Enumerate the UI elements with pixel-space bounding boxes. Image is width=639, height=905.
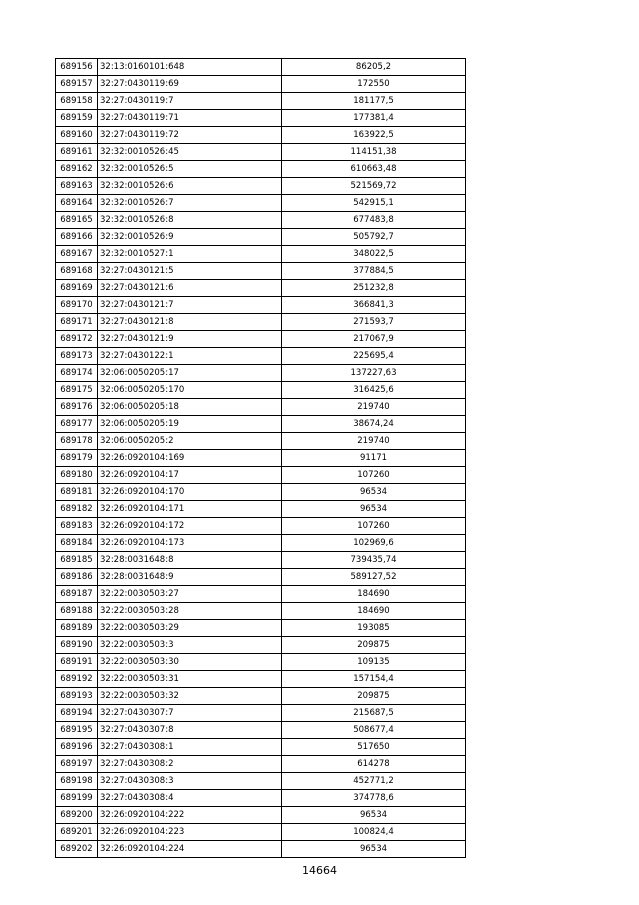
row-id-cell: 689162 bbox=[56, 161, 98, 178]
row-id-cell: 689164 bbox=[56, 195, 98, 212]
cadastral-number-cell: 32:27:0430121:7 bbox=[98, 297, 282, 314]
table-row bbox=[56, 824, 466, 841]
table-row bbox=[56, 467, 466, 484]
table-row bbox=[56, 518, 466, 535]
row-id-cell: 689177 bbox=[56, 416, 98, 433]
table-row bbox=[56, 365, 466, 382]
row-id-cell: 689172 bbox=[56, 331, 98, 348]
cadastral-number-cell: 32:06:0050205:170 bbox=[98, 382, 282, 399]
row-id-cell: 689189 bbox=[56, 620, 98, 637]
table-row bbox=[56, 569, 466, 586]
table-row bbox=[56, 212, 466, 229]
row-id-cell: 689168 bbox=[56, 263, 98, 280]
cadastral-number-cell: 32:32:0010526:9 bbox=[98, 229, 282, 246]
value-cell: 614278 bbox=[282, 756, 466, 773]
row-id-cell: 689176 bbox=[56, 399, 98, 416]
row-id-cell: 689202 bbox=[56, 841, 98, 858]
value-cell: 316425,6 bbox=[282, 382, 466, 399]
cadastral-number-cell: 32:26:0920104:222 bbox=[98, 807, 282, 824]
cadastral-number-cell: 32:32:0010526:6 bbox=[98, 178, 282, 195]
value-cell: 377884,5 bbox=[282, 263, 466, 280]
cadastral-number-cell: 32:27:0430308:4 bbox=[98, 790, 282, 807]
cadastral-number-cell: 32:22:0030503:32 bbox=[98, 688, 282, 705]
cadastral-number-cell: 32:26:0920104:170 bbox=[98, 484, 282, 501]
value-cell: 374778,6 bbox=[282, 790, 466, 807]
row-id-cell: 689180 bbox=[56, 467, 98, 484]
row-id-cell: 689174 bbox=[56, 365, 98, 382]
value-cell: 589127,52 bbox=[282, 569, 466, 586]
value-cell: 107260 bbox=[282, 467, 466, 484]
table-row bbox=[56, 297, 466, 314]
table-row bbox=[56, 161, 466, 178]
value-cell: 96534 bbox=[282, 841, 466, 858]
table-row bbox=[56, 637, 466, 654]
row-id-cell: 689171 bbox=[56, 314, 98, 331]
cadastral-number-cell: 32:26:0920104:172 bbox=[98, 518, 282, 535]
value-cell: 517650 bbox=[282, 739, 466, 756]
value-cell: 217067,9 bbox=[282, 331, 466, 348]
value-cell: 96534 bbox=[282, 484, 466, 501]
cadastral-number-cell: 32:26:0920104:169 bbox=[98, 450, 282, 467]
value-cell: 193085 bbox=[282, 620, 466, 637]
table-row bbox=[56, 790, 466, 807]
value-cell: 184690 bbox=[282, 586, 466, 603]
table-row bbox=[56, 654, 466, 671]
value-cell: 96534 bbox=[282, 807, 466, 824]
cadastral-number-cell: 32:27:0430121:8 bbox=[98, 314, 282, 331]
cadastral-number-cell: 32:27:0430121:6 bbox=[98, 280, 282, 297]
row-id-cell: 689167 bbox=[56, 246, 98, 263]
row-id-cell: 689179 bbox=[56, 450, 98, 467]
cadastral-number-cell: 32:28:0031648:9 bbox=[98, 569, 282, 586]
table-row bbox=[56, 178, 466, 195]
value-cell: 348022,5 bbox=[282, 246, 466, 263]
table-row bbox=[56, 59, 466, 76]
cadastral-number-cell: 32:27:0430119:7 bbox=[98, 93, 282, 110]
row-id-cell: 689195 bbox=[56, 722, 98, 739]
table-row bbox=[56, 586, 466, 603]
value-cell: 157154,4 bbox=[282, 671, 466, 688]
cadastral-number-cell: 32:27:0430119:72 bbox=[98, 127, 282, 144]
row-id-cell: 689197 bbox=[56, 756, 98, 773]
table-body bbox=[56, 59, 466, 858]
table-row bbox=[56, 280, 466, 297]
value-cell: 102969,6 bbox=[282, 535, 466, 552]
value-cell: 209875 bbox=[282, 688, 466, 705]
value-cell: 505792,7 bbox=[282, 229, 466, 246]
table-row bbox=[56, 756, 466, 773]
row-id-cell: 689181 bbox=[56, 484, 98, 501]
cadastral-number-cell: 32:22:0030503:27 bbox=[98, 586, 282, 603]
value-cell: 215687,5 bbox=[282, 705, 466, 722]
row-id-cell: 689194 bbox=[56, 705, 98, 722]
table-row bbox=[56, 705, 466, 722]
row-id-cell: 689187 bbox=[56, 586, 98, 603]
row-id-cell: 689186 bbox=[56, 569, 98, 586]
value-cell: 107260 bbox=[282, 518, 466, 535]
cadastral-number-cell: 32:26:0920104:171 bbox=[98, 501, 282, 518]
row-id-cell: 689199 bbox=[56, 790, 98, 807]
table-row bbox=[56, 722, 466, 739]
table-row bbox=[56, 263, 466, 280]
cadastral-value-table bbox=[55, 58, 466, 858]
table-row bbox=[56, 76, 466, 93]
table-row bbox=[56, 739, 466, 756]
value-cell: 172550 bbox=[282, 76, 466, 93]
row-id-cell: 689173 bbox=[56, 348, 98, 365]
value-cell: 181177,5 bbox=[282, 93, 466, 110]
table-row bbox=[56, 773, 466, 790]
row-id-cell: 689170 bbox=[56, 297, 98, 314]
value-cell: 521569,72 bbox=[282, 178, 466, 195]
cadastral-number-cell: 32:22:0030503:29 bbox=[98, 620, 282, 637]
table-row bbox=[56, 688, 466, 705]
value-cell: 38674,24 bbox=[282, 416, 466, 433]
cadastral-number-cell: 32:27:0430308:1 bbox=[98, 739, 282, 756]
row-id-cell: 689165 bbox=[56, 212, 98, 229]
row-id-cell: 689191 bbox=[56, 654, 98, 671]
value-cell: 100824,4 bbox=[282, 824, 466, 841]
row-id-cell: 689185 bbox=[56, 552, 98, 569]
row-id-cell: 689169 bbox=[56, 280, 98, 297]
cadastral-number-cell: 32:32:0010527:1 bbox=[98, 246, 282, 263]
value-cell: 177381,4 bbox=[282, 110, 466, 127]
value-cell: 739435,74 bbox=[282, 552, 466, 569]
table-row bbox=[56, 501, 466, 518]
value-cell: 96534 bbox=[282, 501, 466, 518]
cadastral-number-cell: 32:27:0430121:9 bbox=[98, 331, 282, 348]
row-id-cell: 689198 bbox=[56, 773, 98, 790]
row-id-cell: 689193 bbox=[56, 688, 98, 705]
cadastral-number-cell: 32:27:0430119:71 bbox=[98, 110, 282, 127]
cadastral-number-cell: 32:32:0010526:7 bbox=[98, 195, 282, 212]
cadastral-number-cell: 32:22:0030503:30 bbox=[98, 654, 282, 671]
table-row bbox=[56, 535, 466, 552]
cadastral-number-cell: 32:22:0030503:3 bbox=[98, 637, 282, 654]
cadastral-number-cell: 32:32:0010526:8 bbox=[98, 212, 282, 229]
cadastral-number-cell: 32:32:0010526:5 bbox=[98, 161, 282, 178]
row-id-cell: 689178 bbox=[56, 433, 98, 450]
value-cell: 86205,2 bbox=[282, 59, 466, 76]
value-cell: 452771,2 bbox=[282, 773, 466, 790]
cadastral-number-cell: 32:26:0920104:223 bbox=[98, 824, 282, 841]
value-cell: 366841,3 bbox=[282, 297, 466, 314]
row-id-cell: 689161 bbox=[56, 144, 98, 161]
value-cell: 677483,8 bbox=[282, 212, 466, 229]
cadastral-number-cell: 32:26:0920104:17 bbox=[98, 467, 282, 484]
cadastral-number-cell: 32:26:0920104:224 bbox=[98, 841, 282, 858]
table-row bbox=[56, 484, 466, 501]
cadastral-number-cell: 32:27:0430308:3 bbox=[98, 773, 282, 790]
table-row bbox=[56, 93, 466, 110]
row-id-cell: 689196 bbox=[56, 739, 98, 756]
table-row bbox=[56, 399, 466, 416]
value-cell: 209875 bbox=[282, 637, 466, 654]
table-row bbox=[56, 416, 466, 433]
cadastral-number-cell: 32:06:0050205:18 bbox=[98, 399, 282, 416]
value-cell: 271593,7 bbox=[282, 314, 466, 331]
table-row bbox=[56, 229, 466, 246]
table-row bbox=[56, 671, 466, 688]
cadastral-number-cell: 32:28:0031648:8 bbox=[98, 552, 282, 569]
row-id-cell: 689183 bbox=[56, 518, 98, 535]
cadastral-number-cell: 32:26:0920104:173 bbox=[98, 535, 282, 552]
table-row bbox=[56, 127, 466, 144]
value-cell: 542915,1 bbox=[282, 195, 466, 212]
row-id-cell: 689200 bbox=[56, 807, 98, 824]
row-id-cell: 689159 bbox=[56, 110, 98, 127]
row-id-cell: 689184 bbox=[56, 535, 98, 552]
page-number: 14664 bbox=[302, 864, 337, 877]
table-row bbox=[56, 195, 466, 212]
row-id-cell: 689156 bbox=[56, 59, 98, 76]
cadastral-number-cell: 32:22:0030503:31 bbox=[98, 671, 282, 688]
row-id-cell: 689190 bbox=[56, 637, 98, 654]
row-id-cell: 689201 bbox=[56, 824, 98, 841]
table-row bbox=[56, 841, 466, 858]
value-cell: 219740 bbox=[282, 433, 466, 450]
value-cell: 109135 bbox=[282, 654, 466, 671]
table-row bbox=[56, 144, 466, 161]
row-id-cell: 689160 bbox=[56, 127, 98, 144]
cadastral-number-cell: 32:27:0430307:8 bbox=[98, 722, 282, 739]
value-cell: 610663,48 bbox=[282, 161, 466, 178]
cadastral-number-cell: 32:27:0430308:2 bbox=[98, 756, 282, 773]
row-id-cell: 689182 bbox=[56, 501, 98, 518]
cadastral-number-cell: 32:27:0430307:7 bbox=[98, 705, 282, 722]
value-cell: 225695,4 bbox=[282, 348, 466, 365]
cadastral-number-cell: 32:27:0430122:1 bbox=[98, 348, 282, 365]
cadastral-number-cell: 32:13:0160101:648 bbox=[98, 59, 282, 76]
row-id-cell: 689192 bbox=[56, 671, 98, 688]
row-id-cell: 689188 bbox=[56, 603, 98, 620]
value-cell: 91171 bbox=[282, 450, 466, 467]
table-row bbox=[56, 348, 466, 365]
table-row bbox=[56, 110, 466, 127]
cadastral-number-cell: 32:32:0010526:45 bbox=[98, 144, 282, 161]
cadastral-number-cell: 32:27:0430119:69 bbox=[98, 76, 282, 93]
value-cell: 114151,38 bbox=[282, 144, 466, 161]
table-row bbox=[56, 450, 466, 467]
table-row bbox=[56, 314, 466, 331]
table-row bbox=[56, 552, 466, 569]
table-row bbox=[56, 433, 466, 450]
cadastral-number-cell: 32:27:0430121:5 bbox=[98, 263, 282, 280]
table-row bbox=[56, 807, 466, 824]
cadastral-number-cell: 32:06:0050205:19 bbox=[98, 416, 282, 433]
table-row bbox=[56, 620, 466, 637]
cadastral-number-cell: 32:06:0050205:2 bbox=[98, 433, 282, 450]
value-cell: 137227,63 bbox=[282, 365, 466, 382]
row-id-cell: 689175 bbox=[56, 382, 98, 399]
table-row bbox=[56, 603, 466, 620]
table-row bbox=[56, 382, 466, 399]
row-id-cell: 689157 bbox=[56, 76, 98, 93]
row-id-cell: 689166 bbox=[56, 229, 98, 246]
value-cell: 219740 bbox=[282, 399, 466, 416]
cadastral-number-cell: 32:22:0030503:28 bbox=[98, 603, 282, 620]
value-cell: 508677,4 bbox=[282, 722, 466, 739]
cadastral-number-cell: 32:06:0050205:17 bbox=[98, 365, 282, 382]
value-cell: 251232,8 bbox=[282, 280, 466, 297]
table-row bbox=[56, 246, 466, 263]
value-cell: 184690 bbox=[282, 603, 466, 620]
table-row bbox=[56, 331, 466, 348]
row-id-cell: 689158 bbox=[56, 93, 98, 110]
value-cell: 163922,5 bbox=[282, 127, 466, 144]
row-id-cell: 689163 bbox=[56, 178, 98, 195]
